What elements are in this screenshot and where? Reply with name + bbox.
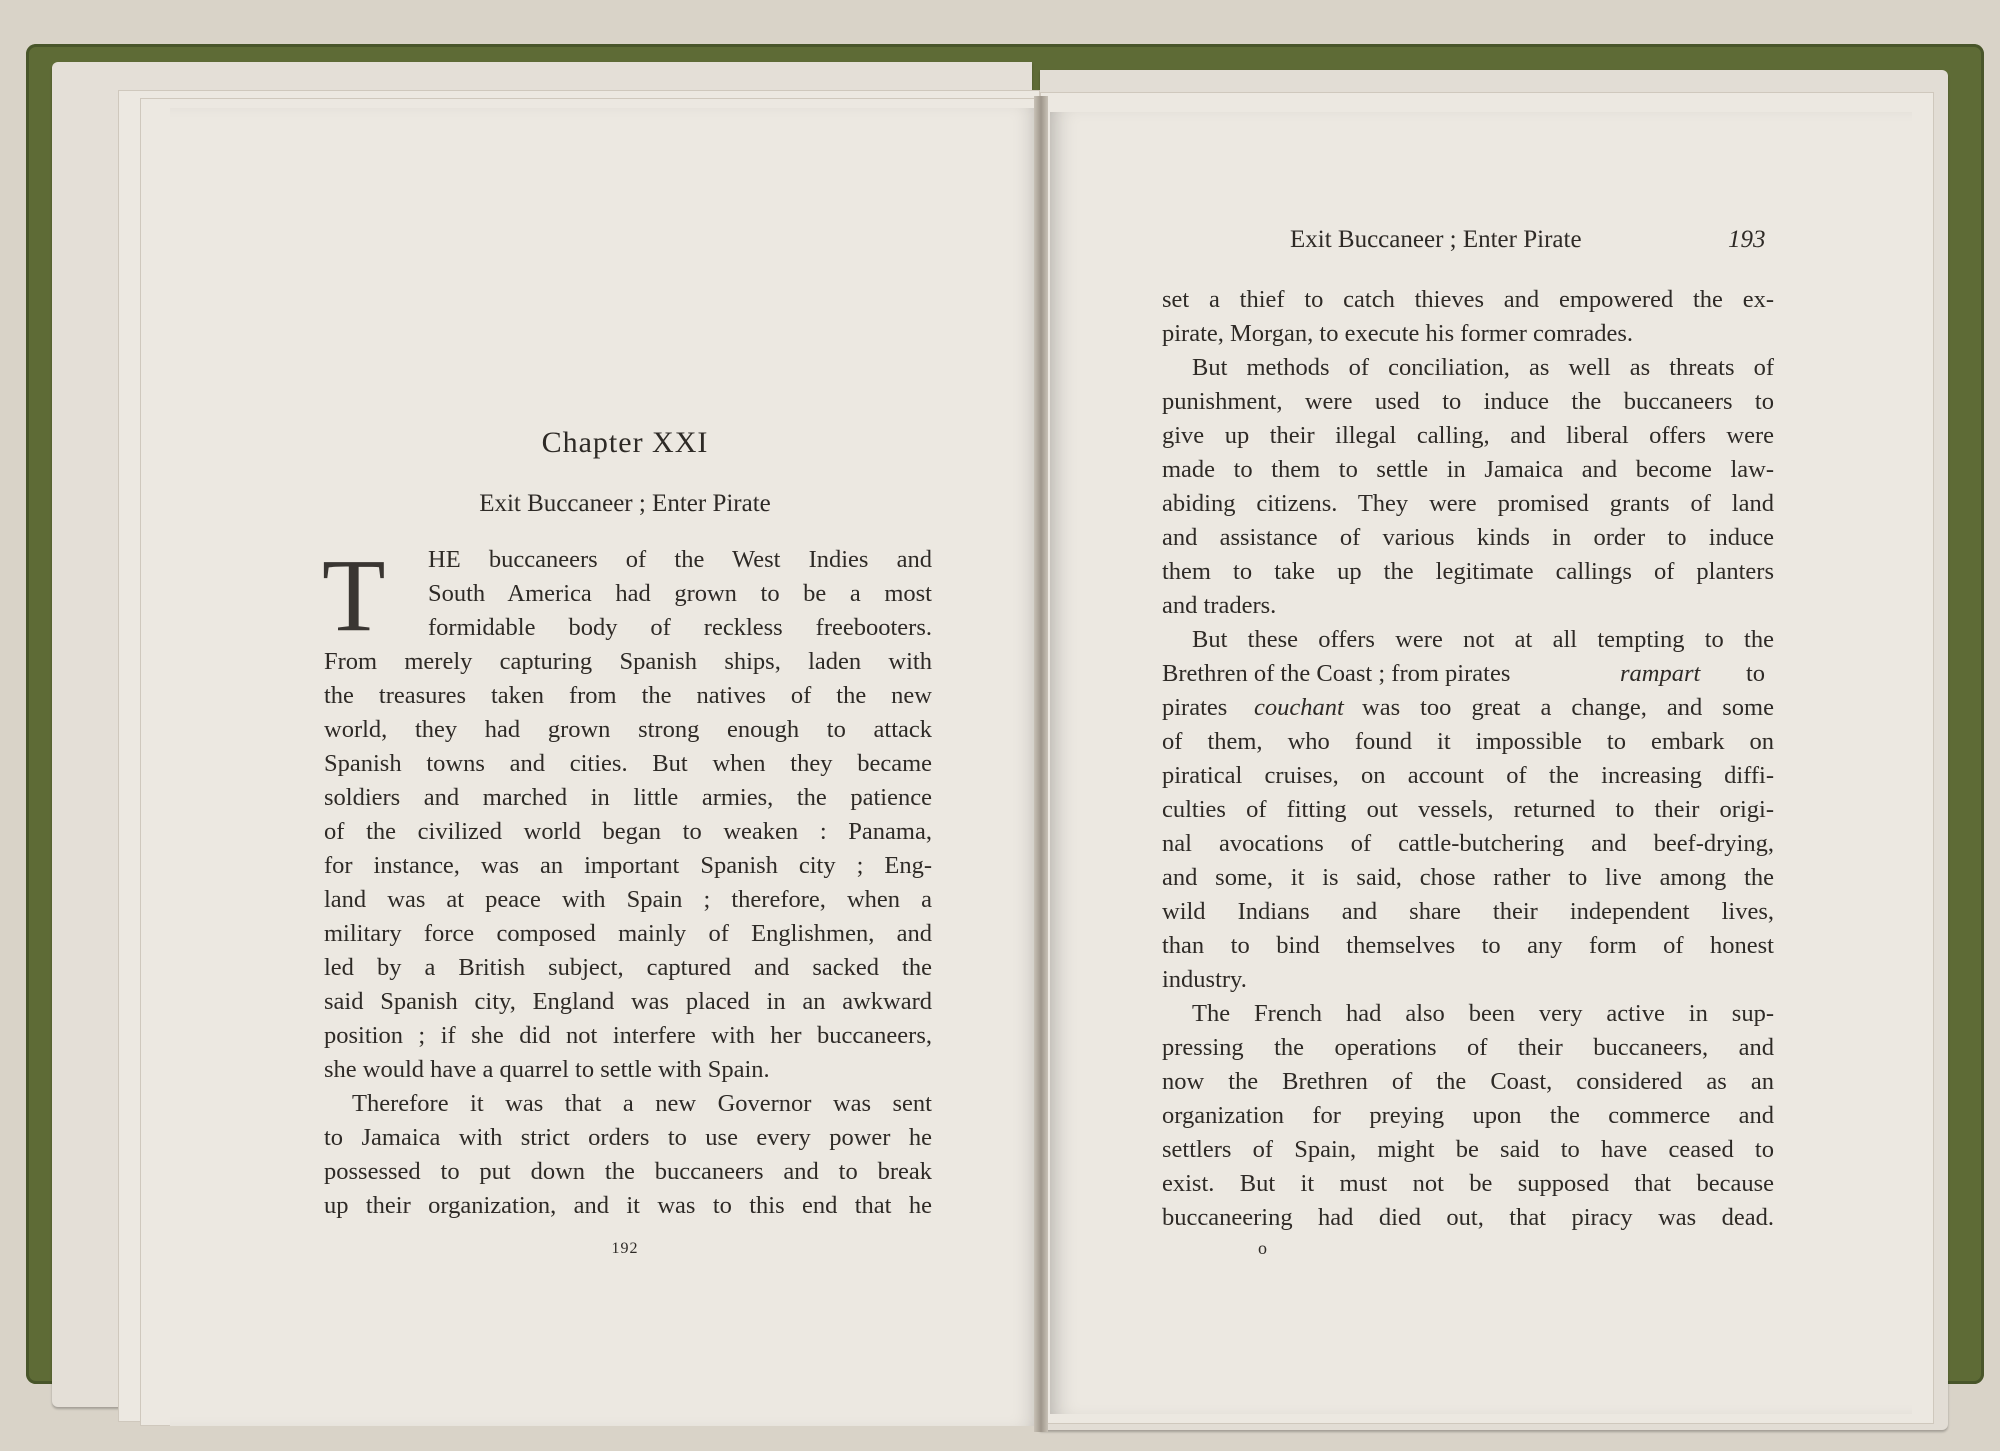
body-line: of them, who found it impossible to embark on (1162, 728, 1774, 755)
left-page-folio: 192 (611, 1240, 639, 1257)
book-gutter (1034, 96, 1048, 1432)
body-line: position ; if she did not interfere with her buccaneers, (324, 1022, 932, 1049)
body-line: punishment, were used to induce the buccaneers to (1162, 388, 1774, 415)
body-line: formidable body of reckless freebooters. (428, 614, 932, 641)
italic-word: couchant (1254, 694, 1344, 721)
chapter-subtitle: Exit Buccaneer ; Enter Pirate (479, 490, 771, 517)
body-line: than to bind themselves to any form of honest (1162, 932, 1774, 959)
body-line: abiding citizens. They were promised grants of land (1162, 490, 1774, 517)
body-line: South America had grown to be a most (428, 580, 932, 607)
body-line: Therefore it was that a new Governor was sent (352, 1090, 932, 1117)
running-head: Exit Buccaneer ; Enter Pirate (1290, 226, 1582, 253)
body-line: now the Brethren of the Coast, considered as an (1162, 1068, 1774, 1095)
body-line: But methods of conciliation, as well as threats of (1192, 354, 1774, 381)
signature-mark: o (1258, 1238, 1267, 1258)
body-line: and some, it is said, chose rather to live among the (1162, 864, 1774, 891)
body-line: industry. (1162, 966, 1247, 993)
italic-word: rampart (1620, 660, 1701, 687)
body-line: wild Indians and share their independent lives, (1162, 898, 1774, 925)
body-line: military force composed mainly of Englishmen, and (324, 920, 932, 947)
body-line: and traders. (1162, 592, 1277, 619)
body-line: organization for preying upon the commerce and (1162, 1102, 1774, 1129)
page-number: 193 (1728, 226, 1766, 253)
body-line: But these offers were not at all tempting to the (1192, 626, 1774, 653)
body-line: piratical cruises, on account of the increasing diffi- (1162, 762, 1774, 789)
body-line: Brethren of the Coast ; from pirates (1162, 660, 1511, 687)
body-line: to Jamaica with strict orders to use every power he (324, 1124, 932, 1151)
body-line: to (1746, 660, 1766, 687)
chapter-title: Chapter XXI (541, 426, 709, 459)
body-line: Spanish towns and cities. But when they became (324, 750, 932, 777)
body-line: led by a British subject, captured and sacked the (324, 954, 932, 981)
body-line: and assistance of various kinds in order to induce (1162, 524, 1774, 551)
body-line: From merely capturing Spanish ships, laden with (324, 648, 932, 675)
body-line: soldiers and marched in little armies, the patience (324, 784, 932, 811)
body-line: The French had also been very active in sup- (1192, 1000, 1774, 1027)
drop-cap: T (322, 538, 386, 653)
body-line: pressing the operations of their buccaneers, and (1162, 1034, 1774, 1061)
body-line: give up their illegal calling, and liberal offers were (1162, 422, 1774, 449)
body-line: nal avocations of cattle-butchering and beef-drying, (1162, 830, 1774, 857)
body-line: of the civilized world began to weaken : Panama, (324, 818, 932, 845)
body-line: made to them to settle in Jamaica and become law- (1162, 456, 1774, 483)
body-line: she would have a quarrel to settle with Spain. (324, 1056, 770, 1083)
body-line: was too great a change, and some (1362, 694, 1774, 721)
body-line: settlers of Spain, might be said to have ceased to (1162, 1136, 1774, 1163)
body-line: up their organization, and it was to this end that he (324, 1192, 932, 1219)
body-line: set a thief to catch thieves and empowered the ex- (1162, 286, 1774, 313)
body-line: pirate, Morgan, to execute his former comrades. (1162, 320, 1634, 347)
body-line: culties of fitting out vessels, returned to their origi- (1162, 796, 1774, 823)
body-line: buccaneering had died out, that piracy was dead. (1162, 1204, 1774, 1231)
body-line: said Spanish city, England was placed in an awkward (324, 988, 932, 1015)
body-line: possessed to put down the buccaneers and to break (324, 1158, 932, 1185)
body-line: world, they had grown strong enough to attack (324, 716, 932, 743)
body-line: pirates (1162, 694, 1228, 721)
body-line: exist. But it must not be supposed that because (1162, 1170, 1774, 1197)
body-line: them to take up the legitimate callings of planters (1162, 558, 1774, 585)
body-line: land was at peace with Spain ; therefore, when a (324, 886, 932, 913)
body-line: for instance, was an important Spanish city ; Eng- (324, 852, 932, 879)
body-line: the treasures taken from the natives of the new (324, 682, 932, 709)
body-line: HE buccaneers of the West Indies and (428, 546, 932, 573)
